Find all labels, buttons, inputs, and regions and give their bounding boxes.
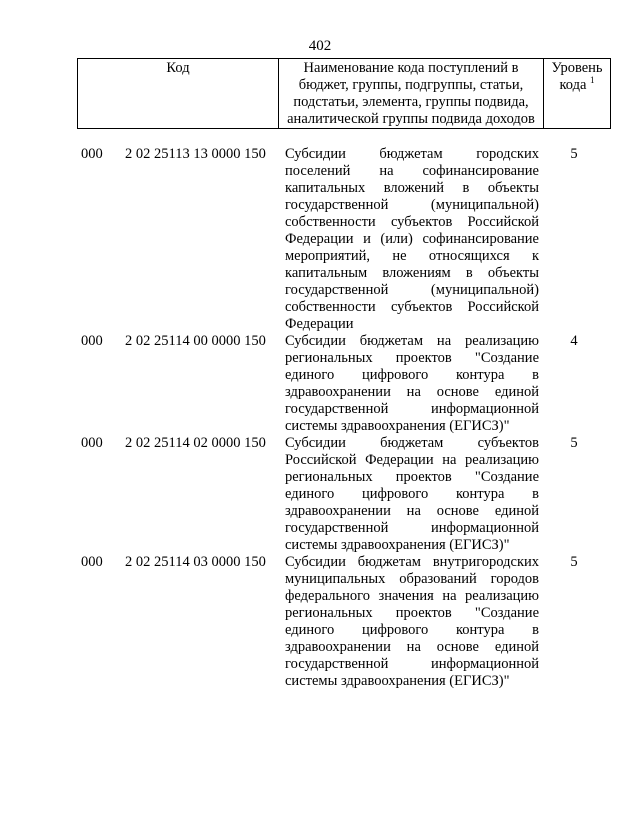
table-row <box>77 146 607 333</box>
row-level: 5 <box>570 554 578 570</box>
row-name: Субсидии бюджетам городских поселений на софинансирование капитальных вложений в объекты государственной (муниципальной) собственности субъектов Российской Федерации и (или) софинансирование мероприятий, не относящихся к капитальным вложениям в объекты государственной (муниципальной) собственности субъектов Российской Федерации <box>285 146 539 332</box>
row-name: Субсидии бюджетам субъектов Российской Федерации на реализацию региональных проектов "Создание единого цифрового контура в здравоохранении на основе единой государственной информационной системы здравоохранения (ЕГИСЗ)" <box>285 435 539 553</box>
table-row <box>77 554 607 690</box>
row-prefix: 000 <box>81 146 103 162</box>
page-number: 402 <box>308 38 332 54</box>
table-row <box>77 333 607 435</box>
row-code: 2 02 25113 13 0000 150 <box>125 146 266 162</box>
header-level-footnote: 1 <box>590 75 595 85</box>
row-name: Субсидии бюджетам внутригородских муниципальных образований городов федерального значения на реализацию региональных проектов "Создание единого цифрового контура в здравоохранении на основе единой государственной информационной системы здравоохранения (ЕГИСЗ)" <box>285 554 539 689</box>
table-row <box>77 435 607 554</box>
row-prefix: 000 <box>81 333 103 349</box>
row-code: 2 02 25114 03 0000 150 <box>125 554 266 570</box>
row-level: 5 <box>570 435 578 451</box>
table-header <box>77 58 611 129</box>
row-name: Субсидии бюджетам на реализацию региональных проектов "Создание единого цифрового контура в здравоохранении на основе единой государственной информационной системы здравоохранения (ЕГИСЗ)" <box>285 333 539 434</box>
table-body <box>77 146 607 690</box>
row-level: 5 <box>570 146 578 162</box>
header-level <box>544 59 611 129</box>
header-name: Наименование кода поступлений в бюджет, группы, подгруппы, статьи, подстатьи, элемента, группы подвида, аналитической группы подвида доходов <box>279 59 544 129</box>
row-level: 4 <box>570 333 578 349</box>
header-row <box>78 59 611 129</box>
row-prefix: 000 <box>81 435 103 451</box>
header-code: Код <box>78 59 279 129</box>
row-prefix: 000 <box>81 554 103 570</box>
row-code: 2 02 25114 00 0000 150 <box>125 333 266 349</box>
header-level-label: Уровень кода <box>551 60 603 93</box>
row-code: 2 02 25114 02 0000 150 <box>125 435 266 451</box>
